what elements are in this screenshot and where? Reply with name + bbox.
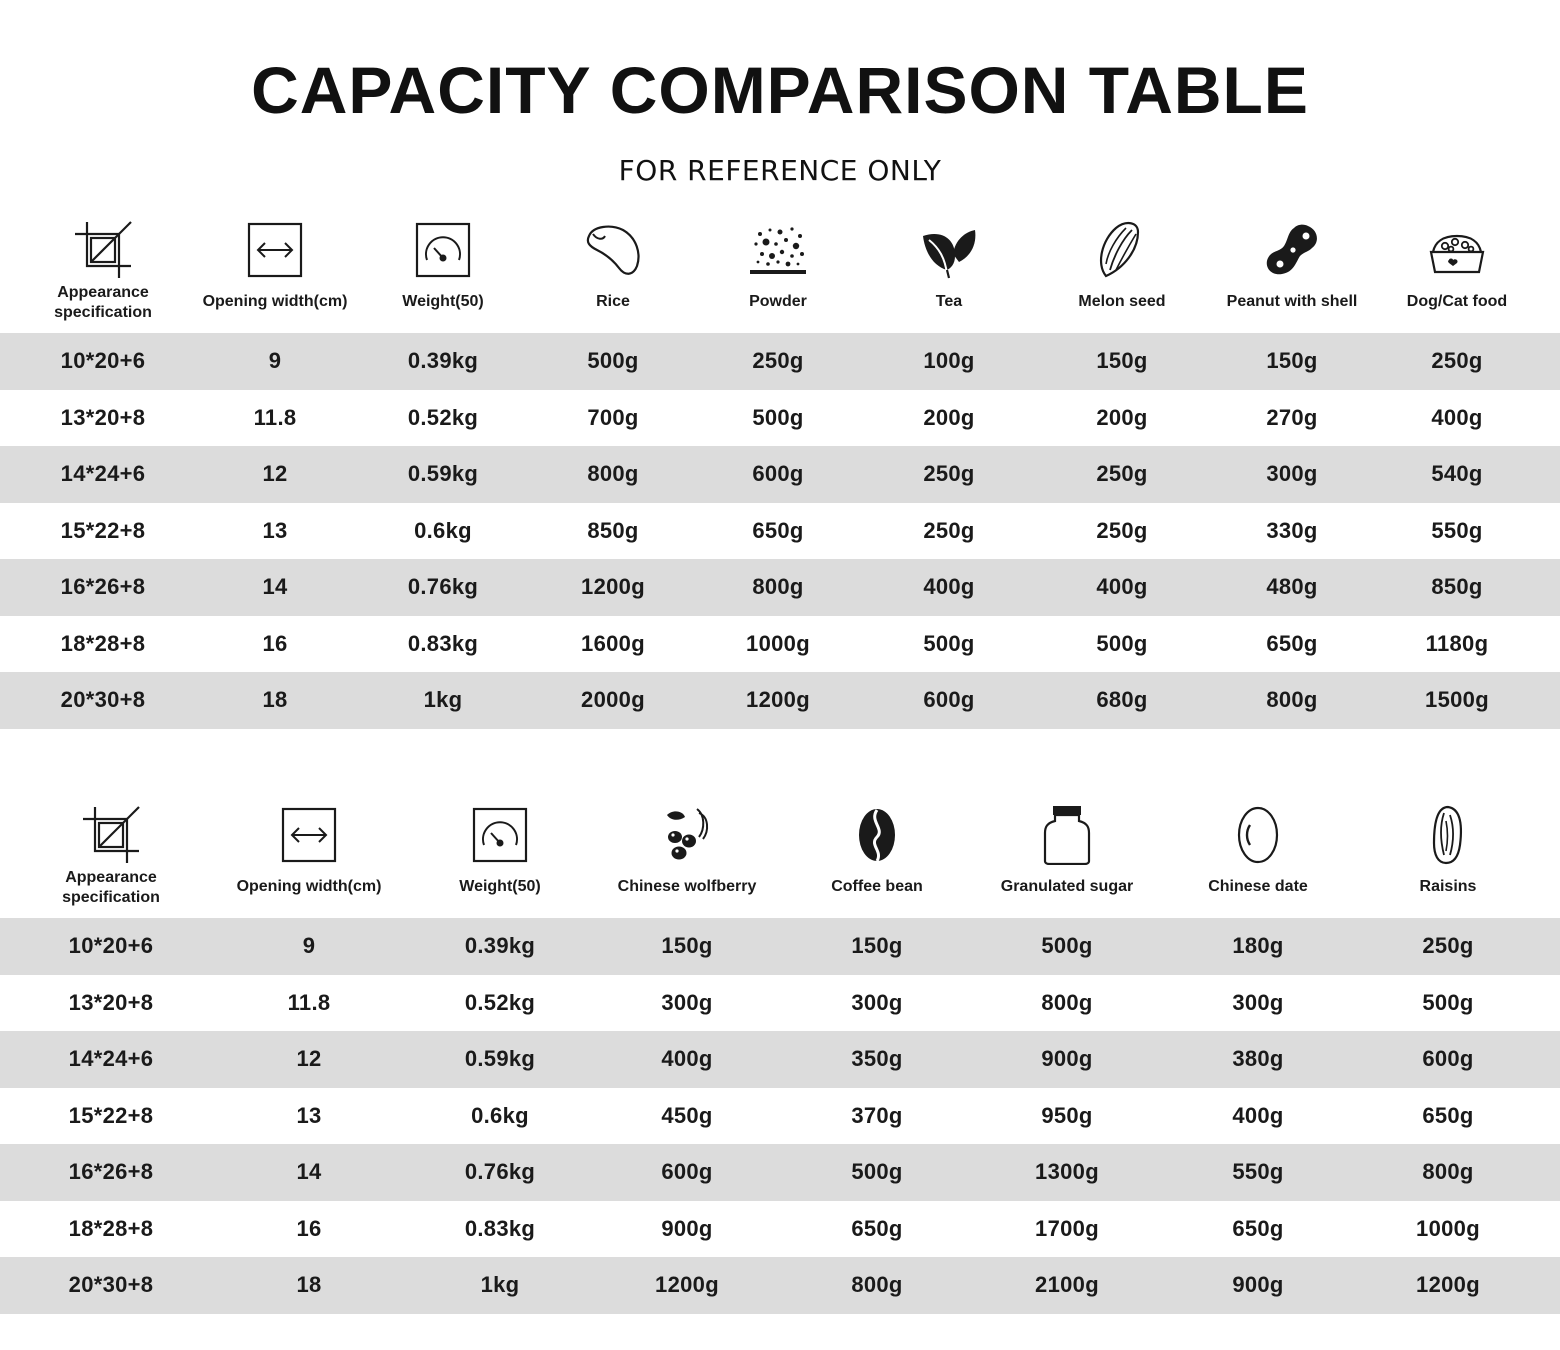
table-cell: 13 <box>296 1102 322 1128</box>
table-cell: 0.6kg <box>471 1102 529 1128</box>
table-cell: 14 <box>296 1159 322 1185</box>
table-cell: 11.8 <box>253 404 297 430</box>
table-row <box>0 333 1560 390</box>
capacity-table-2 <box>0 795 1560 1314</box>
table-cell: 600g <box>661 1159 713 1185</box>
page-subtitle: FOR REFERENCE ONLY <box>618 154 942 187</box>
header-label: Appearance specification <box>54 284 152 321</box>
table-row <box>0 390 1560 447</box>
melon-seed-icon <box>1092 220 1152 280</box>
table-cell: 480g <box>1266 574 1318 600</box>
table-cell: 13*20+8 <box>60 404 146 430</box>
header-label: Opening width(cm) <box>236 878 382 895</box>
header-scale <box>410 795 590 918</box>
table-row <box>0 616 1560 673</box>
table-cell: 680g <box>1096 687 1148 713</box>
table-cell: 370g <box>851 1102 903 1128</box>
table-cell: 400g <box>1431 404 1483 430</box>
table-cell: 150g <box>851 933 903 959</box>
table-cell: 9 <box>268 348 282 374</box>
table-cell: 100g <box>923 348 975 374</box>
table-row <box>0 1088 1560 1145</box>
table-cell: 600g <box>752 461 804 487</box>
table-header <box>0 795 1560 918</box>
tea-leaf-icon <box>919 220 979 280</box>
header-sugar-jar <box>977 795 1157 918</box>
table-cell: 800g <box>1041 989 1093 1015</box>
table-cell: 18*28+8 <box>68 1215 154 1241</box>
table-cell: 300g <box>1232 989 1284 1015</box>
table-cell: 15*22+8 <box>68 1102 154 1128</box>
table-row <box>0 672 1560 729</box>
capacity-table-1 <box>0 210 1560 729</box>
table-cell: 13 <box>262 517 288 543</box>
header-width-arrow <box>219 795 399 918</box>
header-coffee-bean <box>787 795 967 918</box>
table-cell: 1200g <box>655 1272 719 1298</box>
table-cell: 10*20+6 <box>68 933 154 959</box>
header-label: Appearance specification <box>62 869 160 906</box>
table-cell: 16 <box>296 1215 322 1241</box>
table-cell: 1300g <box>1035 1159 1099 1185</box>
raisin-icon <box>1418 805 1478 865</box>
table-cell: 450g <box>661 1102 713 1128</box>
table-cell: 380g <box>1232 1046 1284 1072</box>
table-cell: 600g <box>923 687 975 713</box>
table-body <box>0 918 1560 1314</box>
header-label: Weight(50) <box>459 878 541 895</box>
table-cell: 15*22+8 <box>60 517 146 543</box>
table-cell: 850g <box>587 517 639 543</box>
table-cell: 1180g <box>1425 630 1489 656</box>
table-cell: 250g <box>752 348 804 374</box>
table-cell: 16*26+8 <box>60 574 146 600</box>
header-width-arrow <box>185 210 365 333</box>
table-cell: 400g <box>1096 574 1148 600</box>
header-wolfberry <box>597 795 777 918</box>
table-cell: 500g <box>587 348 639 374</box>
table-cell: 500g <box>923 630 975 656</box>
table-cell: 1kg <box>480 1272 520 1298</box>
scale-icon <box>470 805 530 865</box>
header-raisin <box>1358 795 1538 918</box>
table-cell: 800g <box>1422 1159 1474 1185</box>
sugar-jar-icon <box>1037 805 1097 865</box>
header-label: Opening width(cm) <box>202 293 348 310</box>
table-cell: 18*28+8 <box>60 630 146 656</box>
table-cell: 270g <box>1266 404 1318 430</box>
header-peanut <box>1202 210 1382 333</box>
table-row <box>0 1031 1560 1088</box>
table-row <box>0 975 1560 1032</box>
table-cell: 9 <box>302 933 316 959</box>
crop-icon <box>73 220 133 280</box>
table-cell: 0.59kg <box>407 461 479 487</box>
table-cell: 0.39kg <box>464 933 536 959</box>
header-crop <box>21 795 201 918</box>
header-label: Coffee bean <box>831 878 923 895</box>
table-cell: 0.6kg <box>414 517 472 543</box>
table-cell: 10*20+6 <box>60 348 146 374</box>
rice-icon <box>583 220 643 280</box>
table-cell: 0.76kg <box>407 574 479 600</box>
table-cell: 1200g <box>746 687 810 713</box>
table-cell: 800g <box>851 1272 903 1298</box>
table-row <box>0 1201 1560 1258</box>
table-cell: 800g <box>587 461 639 487</box>
table-cell: 0.76kg <box>464 1159 536 1185</box>
header-date <box>1168 795 1348 918</box>
page-title: CAPACITY COMPARISON TABLE <box>251 53 1309 127</box>
table-cell: 800g <box>1266 687 1318 713</box>
table-cell: 550g <box>1232 1159 1284 1185</box>
table-cell: 2100g <box>1035 1272 1099 1298</box>
table-cell: 1000g <box>746 630 810 656</box>
table-cell: 1600g <box>581 630 645 656</box>
table-cell: 14*24+6 <box>60 461 146 487</box>
table-cell: 550g <box>1431 517 1483 543</box>
table-cell: 300g <box>1266 461 1318 487</box>
table-cell: 650g <box>1232 1215 1284 1241</box>
header-label: Dog/Cat food <box>1406 293 1508 310</box>
table-cell: 0.59kg <box>464 1046 536 1072</box>
header-rice <box>523 210 703 333</box>
table-cell: 20*30+8 <box>68 1272 154 1298</box>
header-label: Chinese wolfberry <box>617 878 757 895</box>
table-cell: 200g <box>1096 404 1148 430</box>
table-cell: 500g <box>1096 630 1148 656</box>
table-cell: 800g <box>752 574 804 600</box>
table-row <box>0 559 1560 616</box>
crop-icon <box>81 805 141 865</box>
table-cell: 11.8 <box>287 989 331 1015</box>
table-cell: 0.83kg <box>464 1215 536 1241</box>
table-cell: 500g <box>1422 989 1474 1015</box>
table-cell: 350g <box>851 1046 903 1072</box>
table-body <box>0 333 1560 729</box>
table-cell: 250g <box>1096 517 1148 543</box>
table-cell: 600g <box>1422 1046 1474 1072</box>
table-header <box>0 210 1560 333</box>
table-cell: 0.83kg <box>407 630 479 656</box>
header-label: Rice <box>596 293 630 310</box>
wolfberry-icon <box>657 805 717 865</box>
scale-icon <box>413 220 473 280</box>
table-cell: 150g <box>661 933 713 959</box>
table-cell: 200g <box>923 404 975 430</box>
width-arrow-icon <box>279 805 339 865</box>
table-row <box>0 1257 1560 1314</box>
header-tea-leaf <box>859 210 1039 333</box>
table-row <box>0 446 1560 503</box>
table-cell: 1500g <box>1425 687 1489 713</box>
table-cell: 850g <box>1431 574 1483 600</box>
table-cell: 650g <box>752 517 804 543</box>
table-cell: 18 <box>296 1272 322 1298</box>
header-powder <box>688 210 868 333</box>
width-arrow-icon <box>245 220 305 280</box>
table-cell: 400g <box>923 574 975 600</box>
table-cell: 900g <box>1232 1272 1284 1298</box>
header-label: Tea <box>935 293 963 310</box>
table-cell: 500g <box>752 404 804 430</box>
table-cell: 330g <box>1266 517 1318 543</box>
table-cell: 18 <box>262 687 288 713</box>
table-cell: 250g <box>1096 461 1148 487</box>
table-cell: 150g <box>1096 348 1148 374</box>
table-cell: 0.39kg <box>407 348 479 374</box>
table-cell: 500g <box>1041 933 1093 959</box>
table-row <box>0 1144 1560 1201</box>
table-cell: 1200g <box>1416 1272 1480 1298</box>
table-cell: 250g <box>923 461 975 487</box>
table-cell: 950g <box>1041 1102 1093 1128</box>
table-cell: 12 <box>262 461 288 487</box>
table-cell: 14 <box>262 574 288 600</box>
table-cell: 150g <box>1266 348 1318 374</box>
table-cell: 400g <box>1232 1102 1284 1128</box>
table-cell: 900g <box>1041 1046 1093 1072</box>
table-cell: 1700g <box>1035 1215 1099 1241</box>
header-label: Weight(50) <box>402 293 484 310</box>
header-label: Powder <box>749 293 807 310</box>
table-cell: 300g <box>661 989 713 1015</box>
header-label: Chinese date <box>1208 878 1308 895</box>
table-cell: 700g <box>587 404 639 430</box>
table-cell: 500g <box>851 1159 903 1185</box>
powder-icon <box>748 220 808 280</box>
table-cell: 14*24+6 <box>68 1046 154 1072</box>
header-pet-bowl <box>1367 210 1547 333</box>
table-cell: 250g <box>1431 348 1483 374</box>
table-cell: 540g <box>1431 461 1483 487</box>
table-cell: 12 <box>296 1046 322 1072</box>
table-cell: 0.52kg <box>464 989 536 1015</box>
peanut-icon <box>1262 220 1322 280</box>
table-row <box>0 918 1560 975</box>
table-row <box>0 503 1560 560</box>
table-cell: 250g <box>923 517 975 543</box>
header-label: Peanut with shell <box>1226 293 1358 310</box>
table-cell: 1000g <box>1416 1215 1480 1241</box>
coffee-bean-icon <box>847 805 907 865</box>
table-cell: 400g <box>661 1046 713 1072</box>
table-cell: 20*30+8 <box>60 687 146 713</box>
table-cell: 2000g <box>581 687 645 713</box>
table-cell: 1200g <box>581 574 645 600</box>
table-cell: 650g <box>1266 630 1318 656</box>
table-cell: 900g <box>661 1215 713 1241</box>
table-cell: 1kg <box>423 687 463 713</box>
header-melon-seed <box>1032 210 1212 333</box>
table-cell: 16*26+8 <box>68 1159 154 1185</box>
table-cell: 650g <box>1422 1102 1474 1128</box>
header-scale <box>353 210 533 333</box>
date-icon <box>1228 805 1288 865</box>
table-cell: 180g <box>1232 933 1284 959</box>
header-label: Granulated sugar <box>1000 878 1134 895</box>
table-cell: 13*20+8 <box>68 989 154 1015</box>
header-label: Raisins <box>1419 878 1477 895</box>
pet-bowl-icon <box>1427 220 1487 280</box>
header-crop <box>13 210 193 333</box>
table-cell: 0.52kg <box>407 404 479 430</box>
table-cell: 650g <box>851 1215 903 1241</box>
table-cell: 250g <box>1422 933 1474 959</box>
header-label: Melon seed <box>1078 293 1166 310</box>
table-cell: 16 <box>262 630 288 656</box>
table-cell: 300g <box>851 989 903 1015</box>
